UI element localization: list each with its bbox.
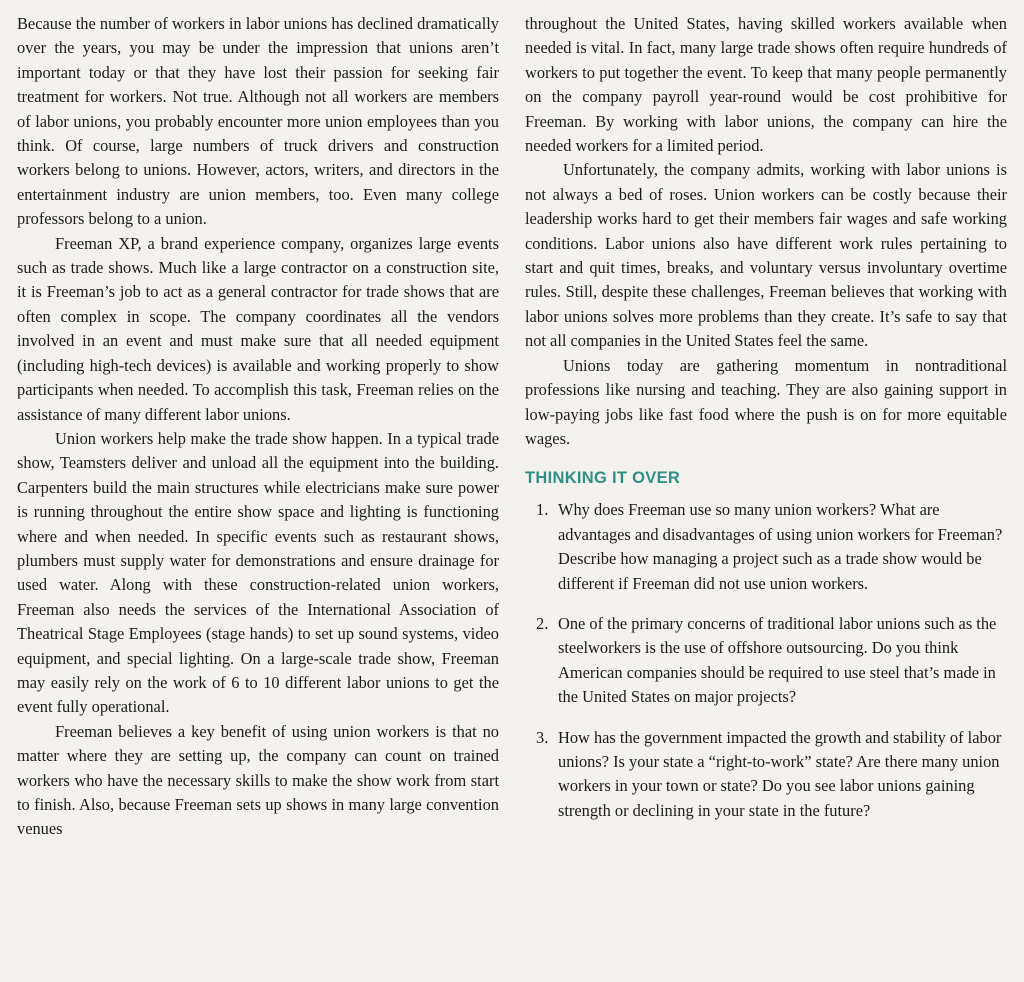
question-item [525, 726, 1007, 824]
question-number: 2. [536, 613, 549, 633]
right-column [525, 12, 1007, 839]
left-column [17, 12, 499, 842]
paragraph-momentum: Unions today are gathering momentum in nontraditional professions like nursing and teaching. They are also gaining support in low-paying jobs like fast food where the push is on for more equitable wages. [525, 355, 1007, 448]
question-item [525, 498, 1007, 596]
question-item [525, 612, 1007, 710]
question-text: How has the government impacted the growth and stability of labor unions? Is your state a “right-to-work” state? Are there many union workers in your town or state? Do you see labor unions gaining strength or declining in your state in the future? [558, 727, 1002, 820]
question-number: 1. [536, 500, 549, 520]
paragraph-challenges: Unfortunately, the company admits, working with labor unions is not always a bed of roses. Union workers can be costly because their leadership works hard to get their members fair wages and safe working conditions. Labor unions also have different work rules pertaining to start and quit times, breaks, and voluntary versus involuntary overtime rules. Still, despite these challenges, Freeman believes that working with labor unions solves more problems than they create. It’s safe to say that not all companies in the United States feel the same. [525, 160, 1007, 351]
section-heading: THINKING IT OVER [525, 469, 681, 488]
paragraph-union-workers: Union workers help make the trade show happen. In a typical trade show, Teamsters deliver and unload all the equipment into the building. Carpenters build the main structures while electricians make sure power is running throughout the entire show space and lighting is functioning where and when needed. In specific events such as restaurant shows, plumbers must supply water for demonstrations and ensure drainage for used water. Along with these construction-related union workers, Freeman also needs the services of the International Association of Theatrical Stage Employees (stage hands) to set up sound systems, video equipment, and special lighting. On a large-scale trade show, Freeman may easily rely on the work of 6 to 10 different labor unions to get the event fully operational. [17, 428, 499, 717]
paragraph-key-benefit: Freeman believes a key benefit of using union workers is that no matter where they are setting up, the company can count on trained workers who have the necessary skills to make the show work from start to finish. Also, because Freeman sets up shows in many large convention venues [17, 721, 499, 839]
question-list [525, 498, 1007, 823]
paragraph-skilled-workers: throughout the United States, having skilled workers available when needed is vital. In fact, many large trade shows often require hundreds of workers to put together the event. To keep that many people permanently on the company payroll year-round would be cost prohibitive for Freeman. By working with labor unions, the company can hire the needed workers for a limited period. [525, 14, 1007, 156]
question-text: Why does Freeman use so many union workers? What are advantages and disadvantages of using union workers for Freeman? Describe how managing a project such as a trade show would be different if Freeman did not use union workers. [558, 500, 1003, 593]
paragraph-unions-intro: Because the number of workers in labor unions has declined dramatically over the years, you may be under the impression that unions aren’t important today or that they have lost their passion for seeking fair treatment for workers. Not true. Although not all workers are members of labor unions, you probably encounter more union employees than you think. Of course, large numbers of truck drivers and construction workers belong to unions. However, actors, writers, and directors in the entertainment industry are union members, too. Even many college professors belong to a union. [17, 14, 499, 229]
paragraph-freeman-xp: Freeman XP, a brand experience company, organizes large events such as trade shows. Much like a large contractor on a construction site, it is Freeman’s job to act as a general contractor for trade shows that are often complex in scope. The company coordinates all the vendors involved in an event and must make sure that all needed equipment (including high-tech devices) is available and working properly to show participants when needed. To accomplish this task, Freeman relies on the assistance of many different labor unions. [17, 233, 499, 424]
question-number: 3. [536, 727, 549, 747]
question-text: One of the primary concerns of traditional labor unions such as the steelworkers is the use of offshore outsourcing. Do you think American companies should be required to use steel that’s made in the United States on major projects? [558, 613, 997, 707]
